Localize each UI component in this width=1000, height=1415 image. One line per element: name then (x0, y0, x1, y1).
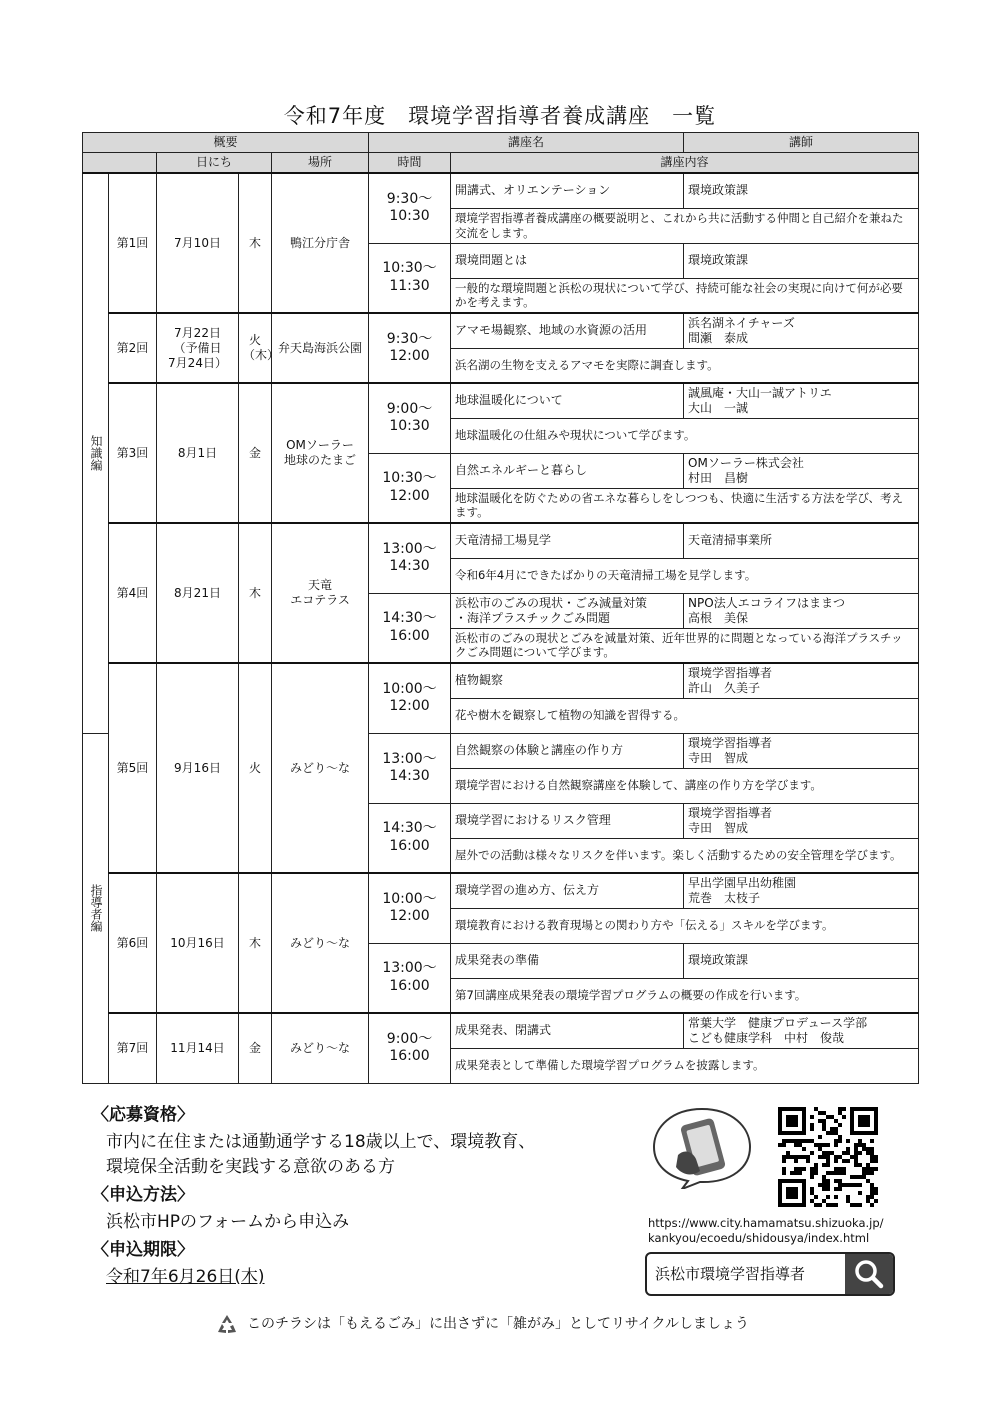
lecture-time: 14:30～ 16:00 (369, 593, 451, 663)
lecture-time: 9:00～ 16:00 (369, 1013, 451, 1083)
qr-code[interactable] (778, 1107, 878, 1207)
lecture-name: 地球温暖化について (451, 383, 684, 418)
method-text: 浜松市HPのフォームから申込み (106, 1212, 350, 1232)
page-title: 令和7年度 環境学習指導者養成講座 一覧 (283, 104, 717, 128)
session-number: 第4回 (109, 523, 157, 663)
lecture-name: 環境学習の進め方、伝え方 (451, 873, 684, 908)
lecture-time: 13:00～ 14:30 (369, 523, 451, 593)
lecturer: 環境学習指導者 許山 久美子 (684, 663, 919, 698)
header-blank (83, 153, 157, 174)
session-weekday: 金 (239, 383, 272, 523)
lecture-description: 第7回講座成果発表の環境学習プログラムの概要の作成を行います。 (451, 978, 919, 1013)
lecturer: 早出学園早出幼稚園 荒巻 太枝子 (684, 873, 919, 908)
lecturer: 常葉大学 健康プロデュース学部 こども健康学科 中村 俊哉 (684, 1013, 919, 1048)
category-instructor: 指導者編 (83, 733, 109, 1083)
session-place: みどり～な (272, 663, 369, 873)
lecturer: 環境学習指導者 寺田 智成 (684, 803, 919, 838)
schedule-table (82, 132, 919, 1084)
application-info (92, 1100, 632, 1290)
recycle-icon (215, 1313, 239, 1335)
category-knowledge: 知識編 (83, 173, 109, 733)
lecture-name: 天竜清掃工場見学 (451, 523, 684, 558)
method-heading: 〈申込方法〉 (92, 1185, 194, 1205)
session-date: 8月1日 (157, 383, 239, 523)
footer-note (215, 1313, 749, 1335)
lecturer: 環境政策課 (684, 173, 919, 208)
lecture-description: 地球温暖化を防ぐための省エネな暮らしをしつつも、快適に生活する方法を学び、考えます。 (451, 488, 919, 523)
lecturer: 環境政策課 (684, 243, 919, 278)
deadline-text: 令和7年6月26日(木) (106, 1267, 265, 1287)
lecture-name: 浜松市のごみの現状・ごみ減量対策 ・海洋プラスチックごみ問題 (451, 593, 684, 628)
header-place: 場所 (272, 153, 369, 174)
lecture-description: 令和6年4月にできたばかりの天竜清掃工場を見学します。 (451, 558, 919, 593)
lecture-time: 10:30～ 12:00 (369, 453, 451, 523)
lecture-description: 屋外での活動は様々なリスクを伴います。楽しく活動するための安全管理を学びます。 (451, 838, 919, 873)
lecture-name: 環境学習におけるリスク管理 (451, 803, 684, 838)
lecturer: OMソーラー株式会社 村田 昌樹 (684, 453, 919, 488)
lecture-name: 成果発表、閉講式 (451, 1013, 684, 1048)
lecture-description: 花や樹木を観察して植物の知識を習得する。 (451, 698, 919, 733)
lecturer: 環境政策課 (684, 943, 919, 978)
session-date: 7月10日 (157, 173, 239, 313)
lecture-time: 13:00～ 16:00 (369, 943, 451, 1013)
session-place: 天竜 エコテラス (272, 523, 369, 663)
session-number: 第1回 (109, 173, 157, 313)
lecture-name: 開講式、オリエンテーション (451, 173, 684, 208)
search-box[interactable] (645, 1252, 895, 1296)
lecture-description: 環境学習における自然観察講座を体験して、講座の作り方を学びます。 (451, 768, 919, 803)
header-overview: 概要 (83, 133, 369, 153)
lecturer: 環境学習指導者 寺田 智成 (684, 733, 919, 768)
lecture-time: 9:00～ 10:30 (369, 383, 451, 453)
deadline-heading: 〈申込期限〉 (92, 1240, 194, 1260)
session-number: 第2回 (109, 313, 157, 383)
session-place: 鴨江分庁舎 (272, 173, 369, 313)
session-place: 弁天島海浜公園 (272, 313, 369, 383)
session-weekday: 金 (239, 1013, 272, 1083)
lecture-description: 地球温暖化の仕組みや現状について学びます。 (451, 418, 919, 453)
magnifier-icon (845, 1254, 893, 1294)
lecture-description: 浜名湖の生物を支えるアマモを実際に調査します。 (451, 348, 919, 383)
session-date: 10月16日 (157, 873, 239, 1013)
lecture-time: 9:30～ 10:30 (369, 173, 451, 243)
lecture-description: 成果発表として準備した環境学習プログラムを披露します。 (451, 1048, 919, 1083)
header-time: 時間 (369, 153, 451, 174)
qualification-heading: 〈応募資格〉 (92, 1105, 194, 1125)
session-weekday: 火 （木） (239, 313, 272, 383)
lecture-description: 環境教育における教育現場との関わり方や「伝える」スキルを学びます。 (451, 908, 919, 943)
lecturer: 天竜清掃事業所 (684, 523, 919, 558)
lecturer: NPO法人エコライフはままつ 高根 美保 (684, 593, 919, 628)
session-number: 第6回 (109, 873, 157, 1013)
search-label: 浜松市環境学習指導者 (655, 1265, 806, 1283)
smartphone-hand-icon (648, 1105, 756, 1189)
lecture-time: 9:30～ 12:00 (369, 313, 451, 383)
header-lecture-name: 講座名 (369, 133, 684, 153)
lecture-time: 10:00～ 12:00 (369, 663, 451, 733)
lecture-time: 10:30～ 11:30 (369, 243, 451, 313)
session-weekday: 木 (239, 173, 272, 313)
lecturer: 浜名湖ネイチャーズ 間瀬 泰成 (684, 313, 919, 348)
lecturer: 誠風庵・大山一誠アトリエ 大山 一誠 (684, 383, 919, 418)
session-date: 11月14日 (157, 1013, 239, 1083)
session-place: みどり～な (272, 873, 369, 1013)
lecture-name: 自然観察の体験と講座の作り方 (451, 733, 684, 768)
lecture-name: 植物観察 (451, 663, 684, 698)
lecture-name: 環境問題とは (451, 243, 684, 278)
session-weekday: 火 (239, 663, 272, 873)
lecture-name: 自然エネルギーと暮らし (451, 453, 684, 488)
footer-text: このチラシは「もえるごみ」に出さずに「雑がみ」としてリサイクルしましょう (247, 1316, 750, 1332)
session-place: みどり～な (272, 1013, 369, 1083)
lecture-time: 14:30～ 16:00 (369, 803, 451, 873)
session-place: OMソーラー 地球のたまご (272, 383, 369, 523)
header-date: 日にち (157, 153, 272, 174)
qualification-text: 市内に在住または通勤通学する18歳以上で、環境教育、 環境保全活動を実践する意欲のある方 (106, 1132, 536, 1177)
lecture-description: 一般的な環境問題と浜松の現状について学び、持続可能な社会の実現に向けて何が必要かを考えます。 (451, 278, 919, 313)
session-date: 8月21日 (157, 523, 239, 663)
lecture-time: 10:00～ 12:00 (369, 873, 451, 943)
search-button[interactable] (845, 1254, 893, 1294)
lecture-description: 環境学習指導者養成講座の概要説明と、これから共に活動する仲間と自己紹介を兼ねた交流をします。 (451, 208, 919, 243)
session-number: 第7回 (109, 1013, 157, 1083)
session-date: 7月22日 （予備日 7月24日） (157, 313, 239, 383)
lecture-name: アマモ場観察、地域の水資源の活用 (451, 313, 684, 348)
session-weekday: 木 (239, 873, 272, 1013)
website-url[interactable]: https://www.city.hamamatsu.shizuoka.jp/ kankyou/ecoedu/shidousya/index.html (648, 1216, 884, 1245)
session-number: 第3回 (109, 383, 157, 523)
lecture-name: 成果発表の準備 (451, 943, 684, 978)
session-number: 第5回 (109, 663, 157, 873)
header-lecturer: 講師 (684, 133, 919, 153)
lecture-time: 13:00～ 14:30 (369, 733, 451, 803)
header-content: 講座内容 (451, 153, 919, 174)
session-date: 9月16日 (157, 663, 239, 873)
session-weekday: 木 (239, 523, 272, 663)
lecture-description: 浜松市のごみの現状とごみを減量対策、近年世界的に問題となっている海洋プラスチックごみ問題について学びます。 (451, 628, 919, 663)
